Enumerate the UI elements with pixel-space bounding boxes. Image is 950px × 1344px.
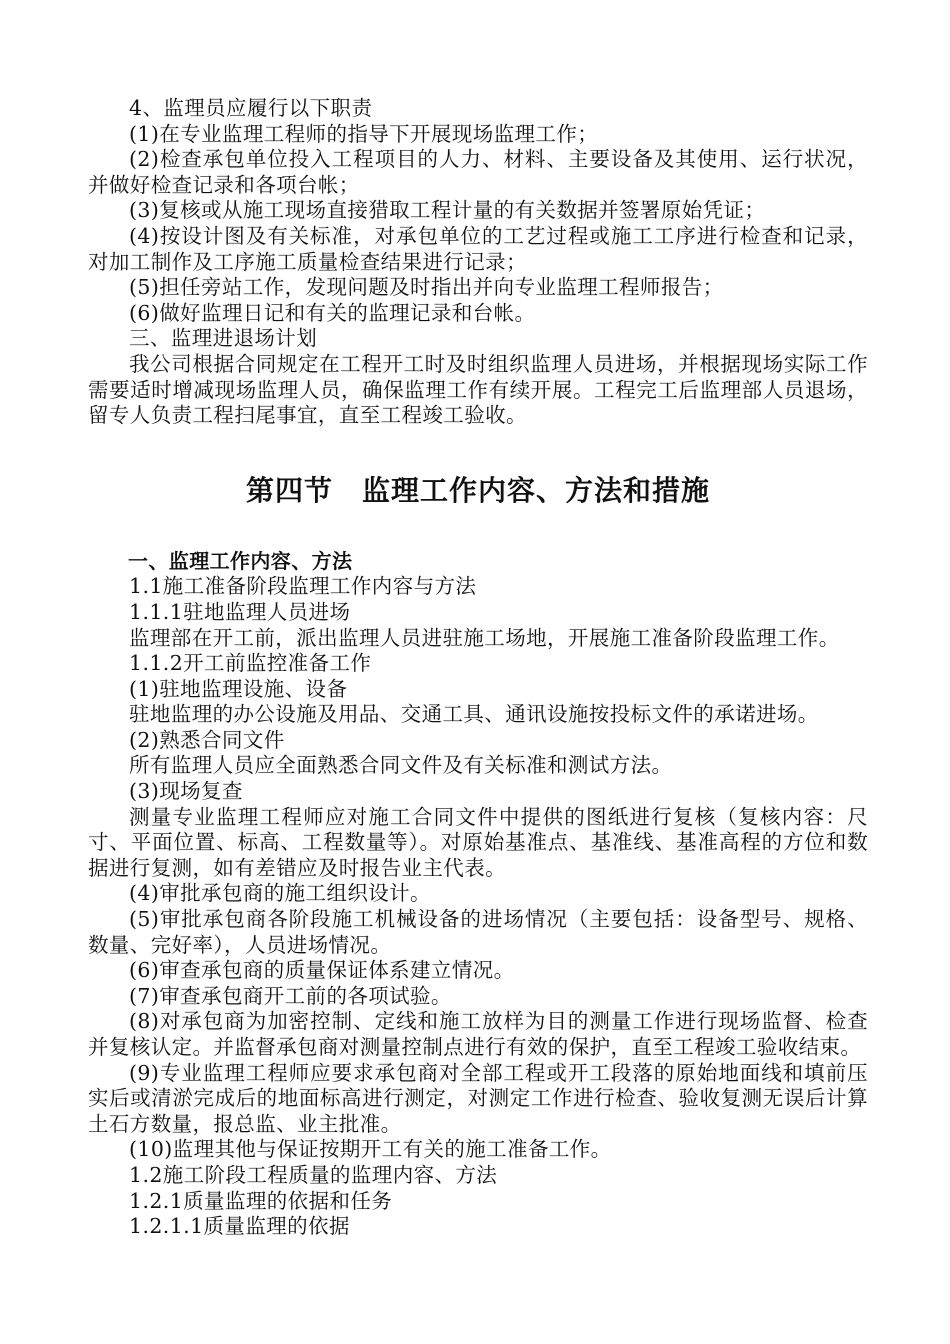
paragraph: 1.2施工阶段工程质量的监理内容、方法 (129, 1162, 498, 1187)
paragraph: (8)对承包商为加密控制、定线和施工放样为目的测量工作进行现场监督、检查并复核认定。并监督承包商对测量控制点进行有效的保护，直至工程竣工验收结束。 (88, 1009, 868, 1059)
subheading: 一、监理工作内容、方法 (128, 548, 353, 573)
document-page (88, 96, 868, 1240)
paragraph: 1.1.1驻地监理人员进场 (129, 599, 351, 624)
paragraph: 1.1.2开工前监控准备工作 (129, 651, 372, 676)
work-content-section (88, 549, 868, 1240)
paragraph: (7)审查承包商开工前的各项试验。 (129, 983, 452, 1008)
paragraph: (4)按设计图及有关标准，对承包单位的工艺过程或施工工序进行检查和记录，对加工制作及工序施工质量检查结果进行记录； (88, 223, 868, 274)
paragraph: (1)在专业监理工程师的指导下开展现场监理工作； (129, 121, 599, 146)
paragraph: (5)审批承包商各阶段施工机械设备的进场情况（主要包括：设备型号、规格、数量、完好率），人员进场情况。 (88, 907, 868, 957)
paragraph: 所有监理人员应全面熟悉合同文件及有关标准和测试方法。 (129, 753, 673, 778)
paragraph: (1)驻地监理设施、设备 (129, 676, 348, 701)
paragraph: 测量专业监理工程师应对施工合同文件中提供的图纸进行复核（复核内容：尺寸、平面位置、标高、工程数量等）。对原始基准点、基准线、基准高程的方位和数据进行复测，如有差错应及时报告业主代表。 (88, 804, 868, 880)
paragraph: 4、监理员应履行以下职责 (129, 96, 373, 120)
paragraph: (2)检查承包单位投入工程项目的人力、材料、主要设备及其使用、运行状况，并做好检查记录和各项台帐； (88, 147, 868, 197)
paragraph: (2)熟悉合同文件 (129, 727, 285, 752)
paragraph: 1.2.1.1质量监理的依据 (129, 1214, 350, 1239)
paragraph: (3)复核或从施工现场直接猎取工程计量的有关数据并签署原始凭证； (129, 198, 766, 223)
paragraph: (4)审批承包商的施工组织设计。 (129, 881, 431, 906)
paragraph: (5)担任旁站工作，发现问题及时指出并向专业监理工程师报告； (129, 275, 724, 300)
paragraph: (6)审查承包商的质量保证体系建立情况。 (129, 958, 515, 983)
section-heading: 第四节 监理工作内容、方法和措施 (245, 473, 710, 507)
paragraph: (9)专业监理工程师应要求承包商对全部工程或开工段落的原始地面线和填前压实后或清淤完成后的地面标高进行测定，对测定工作进行检查、验收复测无误后计算土石方数量，报总监、业主批准。 (88, 1060, 868, 1136)
paragraph: 1.1施工准备阶段监理工作内容与方法 (129, 574, 477, 599)
paragraph: (3)现场复查 (129, 779, 243, 804)
paragraph: 1.2.1质量监理的依据和任务 (129, 1188, 393, 1213)
paragraph: (10)监理其他与保证按期开工有关的施工准备工作。 (129, 1137, 612, 1162)
paragraph: 监理部在开工前，派出监理人员进驻施工场地，开展施工准备阶段监理工作。 (129, 625, 840, 650)
paragraph: 驻地监理的办公设施及用品、交通工具、通讯设施按投标文件的承诺进场。 (129, 702, 819, 727)
section-heading-block (88, 429, 868, 549)
paragraph: 三、监理进退场计划 (129, 326, 318, 351)
duties-section (88, 96, 868, 429)
paragraph: (6)做好监理日记和有关的监理记录和台帐。 (129, 300, 536, 325)
paragraph: 我公司根据合同规定在工程开工时及时组织监理人员进场，并根据现场实际工作需要适时增减现场监理人员，确保监理工作有续开展。工程完工后监理部人员退场，留专人负责工程扫尾事宜，直至工程竣工验收。 (88, 351, 868, 428)
